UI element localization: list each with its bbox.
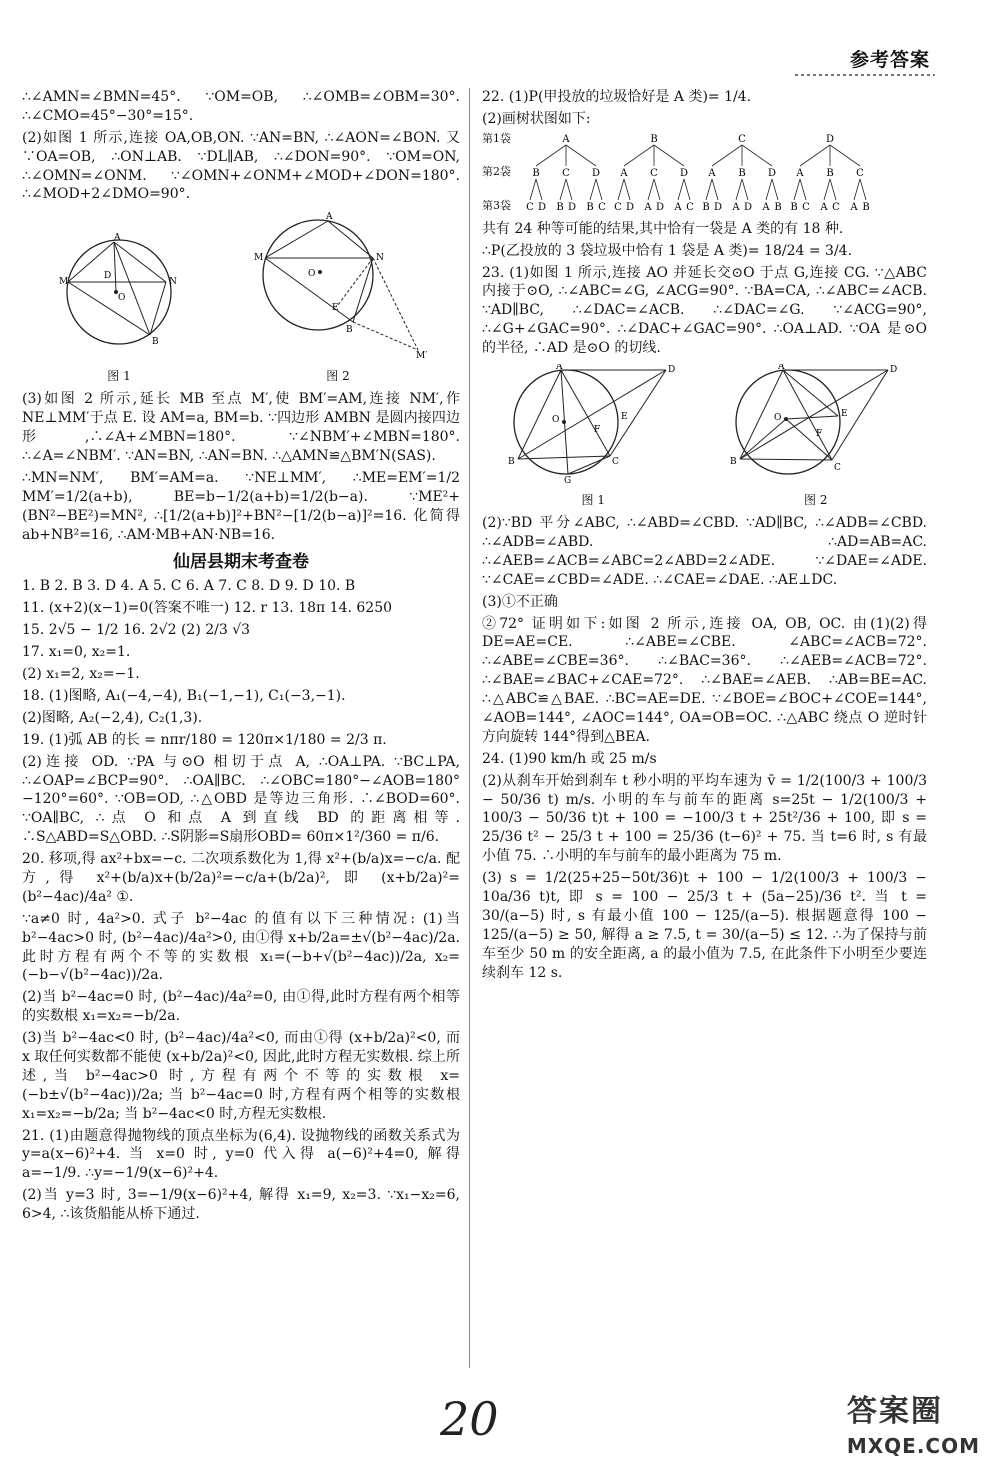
tree-branch xyxy=(618,179,624,200)
tree-level-labels xyxy=(482,132,522,214)
answer-text: ∵a≠0 时, 4a²>0. 式子 b²−4ac 的值有以下三种情况: (1)当 b²−4ac>0 时, (b²−4ac)/4a²>0, 由①得 x+b/2a=±√(b²−4ac)/2a. 此时方程有两个不等的实数根 x₁=(−b+√(b²−4ac))/2a, x₂=(−b−√(b²−4ac))/2a. xyxy=(22,910,460,984)
tree-node-label: C xyxy=(614,201,622,213)
tree-node-label: C xyxy=(650,167,658,179)
answer-key-badge: 参考答案 xyxy=(849,49,930,71)
tree-node-label: C xyxy=(598,201,606,213)
answer-text: 20. 移项,得 ax²+bx=−c. 二次项系数化为 1,得 x²+(b/a)x=−c/a. 配方,得 x²+(b/a)x+(b/2a)²=−c/a+(b/2a)², 即 (x+b/2a)²=(b²−4ac)/4a² ①. xyxy=(22,851,460,905)
tree-node-label: A xyxy=(732,201,740,213)
svg-text:E: E xyxy=(620,412,628,423)
tree-branch xyxy=(624,179,630,200)
tree-branch xyxy=(860,179,866,200)
left-column xyxy=(22,88,460,1227)
tree-branch xyxy=(800,145,830,166)
figure-row xyxy=(482,364,927,508)
answer-text: 23. (1)如图 1 所示,连接 AO 并延长交⊙O 于点 G,连接 CG. ∵△ABC 内接于⊙O, ∴∠ABC=∠G, ∠ACG=90°. ∵BA=CA, ∴∠ABC=∠ACB. ∵AD∥BC, ∴∠DAC=∠ACB. ∴∠DAC=∠G. ∵∠ACG=90°, ∴∠G+∠GAC=90°. ∴∠DAC+∠GAC=90°. ∴OA⊥AD. ∵OA 是⊙O 的半径, ∴AD 是⊙O 的切线. xyxy=(482,264,927,357)
tree-branch xyxy=(684,179,690,200)
svg-text:B: B xyxy=(730,457,737,468)
tree-node-label: A xyxy=(562,133,570,145)
tree-branch xyxy=(648,179,654,200)
figure-caption: 图 1 xyxy=(107,369,131,384)
tree-node-label: A xyxy=(850,201,858,213)
svg-text:D: D xyxy=(667,365,675,376)
tree-node-label: D xyxy=(679,167,689,179)
tree-branch xyxy=(830,145,860,166)
tree-node-label: C xyxy=(832,201,840,213)
answer-text: (2)连接 OD. ∵PA 与⊙O 相切于点 A, ∴OA⊥PA. ∵BC⊥PA, ∴∠OAP=∠BCP=90°. ∴OA∥BC. ∴∠OBC=180°−∠AOB=180°−120°=60°. ∵OB=OD, ∴△OBD 是等边三角形. ∴∠BOD=60°. ∵OA∥BC, ∴点 O 和点 A 到直线 BD 的距离相等. ∴S△ABD=S△OBD. ∴S阴影=S扇形OBD= 60π×1²/360 = π/6. xyxy=(22,753,460,846)
figure-caption: 图 1 xyxy=(581,492,605,507)
svg-text:A: A xyxy=(778,364,785,373)
answer-text: (3) s = 1/2(25+25−50t/36)t + 100 − 1/2(100/3 + 100/3 − 10a/36 t)t, 即 s = 100 − 25/3 t + (5a−25)/36 t². 当 t = 30/(a−5) 时, s 有最小值 100 − 125/(a−5). 根据题意得 100 − 125/(a−5) ≥ 50, 解得 a ≥ 7.5, t = 30/(a−5) ≤ 12. ∴为了保持与前车至少 50 m 的安全距离, a 的最小值为 7.5, 在此条件下小明至少要连续刹车 12 s. xyxy=(482,870,927,981)
svg-text:D: D xyxy=(890,365,898,376)
tree-branch xyxy=(654,179,660,200)
svg-text:O: O xyxy=(774,413,782,424)
figure-1 xyxy=(54,230,184,384)
tree-branch xyxy=(794,179,800,200)
tree-diagram xyxy=(482,132,927,216)
tree-branch xyxy=(530,179,536,200)
tree-branch xyxy=(736,179,742,200)
column-divider xyxy=(469,88,470,1368)
tree-branch xyxy=(624,145,654,166)
svg-text:N: N xyxy=(376,253,384,264)
answer-text: ∴∠AMN=∠BMN=45°. ∵OM=OB, ∴∠OMB=∠OBM=30°. ∴∠CMO=45°−30°=15°. xyxy=(22,89,460,124)
tree-branch xyxy=(800,179,806,200)
fill-answers: 15. 2√5 − 1/2 16. 2√2 (2) 2/3 √3 xyxy=(22,622,251,639)
tree-branch xyxy=(712,145,742,166)
answer-text: (3)如图 2 所示,延长 MB 至点 M′,使 BM′=AM,连接 NM′,作 NE⊥MM′于点 E. 设 AM=a, BM=b. ∵四边形 AMBN 是圆内接四边形,∴∠A+∠MBN=180°. ∵∠NBM′+∠MBN=180°. ∴∠A=∠NBM′. ∵AN=BN, ∴AN=BN. ∴△AMN≌△BM′N(SAS). xyxy=(22,391,460,465)
tree-node-label: B xyxy=(556,201,564,213)
choice-answers: 1. B 2. B 3. D 4. A 5. C 6. A 7. C 8. D 9. D 10. B xyxy=(22,578,356,595)
answer-text: (2)画树状图如下: xyxy=(482,110,591,127)
tree-branch xyxy=(706,179,712,200)
tree-node-label: C xyxy=(686,201,694,213)
tree-node-label: D xyxy=(825,133,835,145)
answer-text: 21. (1)由题意得抛物线的顶点坐标为(6,4). 设抛物线的函数关系式为 y=a(x−6)²+4. 当 x=0 时, y=0 代入得 a(−6)²+4=0, 解得 a=−1/9. ∴y=−1/9(x−6)²+4. xyxy=(22,1127,460,1182)
watermark xyxy=(847,1392,980,1460)
svg-text:E: E xyxy=(332,303,339,314)
tree-node-label: A xyxy=(708,167,716,179)
tree-branch xyxy=(824,179,830,200)
figure-1 xyxy=(506,364,681,508)
tree-branch xyxy=(596,179,602,200)
tree-node-label: D xyxy=(655,201,665,213)
tree-node-label: C xyxy=(738,133,746,145)
svg-text:M: M xyxy=(59,277,69,288)
header-rule xyxy=(795,74,935,76)
svg-text:A: A xyxy=(326,212,333,223)
tree-node-label: B xyxy=(532,167,540,179)
figure-2 xyxy=(248,210,428,384)
answer-text: 22. (1)P(甲投放的垃圾恰好是 A 类)= 1/4. xyxy=(482,89,752,105)
tree-branch xyxy=(536,145,566,166)
circle-diagram-2 xyxy=(248,210,428,360)
answer-text: 17. x₁=0, x₂=1. xyxy=(22,644,131,661)
figure-caption: 图 2 xyxy=(326,369,350,384)
tree-node-label: D xyxy=(743,201,753,213)
tree-branch xyxy=(712,179,718,200)
tree-node-label: D xyxy=(537,201,547,213)
tree-node-label: D xyxy=(713,201,723,213)
tree-branch xyxy=(772,179,778,200)
tree-node-label: D xyxy=(625,201,635,213)
tree-branch xyxy=(566,179,572,200)
figure-row xyxy=(22,210,460,384)
svg-text:N: N xyxy=(169,277,177,288)
answer-text: 18. (1)图略, A₁(−4,−4), B₁(−1,−1), C₁(−3,−1). xyxy=(22,687,346,704)
svg-text:O: O xyxy=(118,293,126,304)
fill-answers: 11. (x+2)(x−1)=0(答案不唯一) 12. r 13. 18π 14. 6250 xyxy=(22,600,393,617)
circle-diagram-1 xyxy=(54,230,184,360)
svg-text:B: B xyxy=(152,337,159,348)
tree-node-label: A xyxy=(796,167,804,179)
figure-2 xyxy=(728,364,903,508)
tree-node-label: D xyxy=(567,201,577,213)
svg-text:B: B xyxy=(346,325,353,336)
tree-branch xyxy=(742,145,772,166)
figure-caption: 图 2 xyxy=(804,492,828,507)
tree-label: 第3袋 xyxy=(482,198,511,212)
tree-branch xyxy=(654,145,684,166)
tree-node-label: A xyxy=(762,201,770,213)
circle-diagram-4 xyxy=(728,364,903,484)
answer-text: (2)∵BD 平分∠ABC, ∴∠ABD=∠CBD. ∵AD∥BC, ∴∠ADB=∠CBD. ∴∠ADB=∠ABD. ∴AD=AB=AC. ∴∠AEB=∠ACB=∠ABC=2∠ABD=2∠ADE. ∵∠DAE=∠ADE. ∵∠CAE=∠CBD=∠ADE. ∴∠CAE=∠DAE. ∴AE⊥DC. xyxy=(482,515,927,588)
tree-node-label: C xyxy=(802,201,810,213)
tree-node-label: D xyxy=(591,167,601,179)
svg-text:F: F xyxy=(816,429,823,440)
tree-node-label: B xyxy=(738,167,746,179)
tree-node-label: A xyxy=(644,201,652,213)
answer-text: (3)①不正确 xyxy=(482,593,558,610)
tree-node-label: B xyxy=(790,201,798,213)
answer-text: (2)当 y=3 时, 3=−1/9(x−6)²+4, 解得 x₁=9, x₂=3. ∵x₁−x₂=6, 6>4, ∴该货船能从桥下通过. xyxy=(22,1187,460,1223)
section-title: 仙居县期末考查卷 xyxy=(173,551,309,572)
page-number: 20 xyxy=(440,1392,499,1446)
watermark-logo: 答案圈 xyxy=(846,1394,943,1429)
tree-node-label: C xyxy=(526,201,534,213)
answer-text: ②72° 证明如下:如图 2 所示,连接 OA, OB, OC. 由(1)(2)得 DE=AE=CE. ∴∠ABE=∠CBE. ∠ABC=∠ACB=72°. ∴∠ABE=∠CBE=36°. ∴∠BAC=36°. ∴∠AEB=∠ACB=72°. ∴∠BAE=∠BAC+∠CAE=72°. ∴∠BAE=∠AEB. ∴AB=BE=AC. ∴△ABC≌△BAE. ∴BC=AE=DE. ∵∠BOE=∠BOC+∠COE=144°, ∠AOB=144°, ∠AOC=144°, OA=OB=OC. ∴△ABC 绕点 O 逆时针方向旋转 144°得到△BEA. xyxy=(482,615,927,745)
tree-node-label: B xyxy=(650,133,658,145)
tree-branch xyxy=(854,179,860,200)
tree-branch xyxy=(566,145,596,166)
tree-node-label: A xyxy=(620,167,628,179)
tree-node-label: B xyxy=(774,201,782,213)
answer-text: ∴MN=NM′, BM′=AM=a. ∵NE⊥MM′, ∴ME=EM′=1/2 MM′=1/2(a+b), BE=b−1/2(a+b)=1/2(b−a). ∵ME²+(BN²−BE²)=MN², ∴[1/2(a+b)]²+BN²−[1/2(b−a)]²=16. 化简得 ab+NB²=16, ∴AM·MB+AN·NB=16. xyxy=(22,469,460,543)
answer-text: 19. (1)弧 AB 的长 = nπr/180 = 120π×1/180 = 2/3 π. xyxy=(22,731,387,748)
svg-text:C: C xyxy=(834,463,842,474)
tree-node-label: B xyxy=(702,201,710,213)
watermark-url: MXQE.COM xyxy=(846,1433,980,1458)
tree-node-label: C xyxy=(856,167,864,179)
answer-text: (3)当 b²−4ac<0 时, (b²−4ac)/4a²<0, 而由①得 (x+b/2a)²<0, 而 x 取任何实数都不能使 (x+b/2a)²<0, 因此,此时方程无实数根. 综上所述,当 b²−4ac>0 时,方程有两个不等的实数根 x=(−b±√(b²−4ac))/2a; 当 b²−4ac=0 时,方程有两个相等的实数根 x₁=x₂=−b/2a; 当 b²−4ac<0 时,方程无实数根. xyxy=(22,1030,460,1122)
tree-node-label: D xyxy=(767,167,777,179)
tree-label: 第2袋 xyxy=(482,165,511,179)
answer-text: ∴P(乙投放的 3 袋垃圾中恰有 1 袋是 A 类)= 18/24 = 3/4. xyxy=(482,242,853,259)
svg-text:A: A xyxy=(555,364,563,373)
answer-text: (2)当 b²−4ac=0 时, (b²−4ac)/4a²=0, 由①得,此时方程有两个相等的实数根 x₁=x₂=−b/2a. xyxy=(22,989,460,1025)
svg-text:A: A xyxy=(114,233,121,244)
svg-text:M′: M′ xyxy=(416,351,428,361)
svg-text:O: O xyxy=(308,269,316,280)
tree-branch xyxy=(536,179,542,200)
answer-text: 24. (1)90 km/h 或 25 m/s xyxy=(482,750,657,767)
tree-branch xyxy=(830,179,836,200)
svg-text:E: E xyxy=(841,409,848,420)
svg-text:C: C xyxy=(611,457,619,468)
answer-text: (2)从刹车开始到刹车 t 秒小明的平均车速为 v̄ = 1/2(100/3 + 100/3 − 50/36 t) m/s. 小明的车与前车的距离 s=25t − 1/2(100/3 + 100/3 − 50/36 t)t + 100 = −100/3 t + 25t²/36 + 100, 即 s = 25/36 t² − 25/3 t + 100 = 25/36 (t−6)² + 75. 当 t=6 时, s 有最小值 75. ∴小明的车与前车的最小距离为 75 m. xyxy=(482,772,927,865)
svg-text:F: F xyxy=(593,425,600,436)
tree-node-label: B xyxy=(826,167,834,179)
circle-diagram-3 xyxy=(506,364,681,484)
tree-branch xyxy=(560,179,566,200)
tree-node-label: A xyxy=(674,201,682,213)
right-column xyxy=(482,88,927,985)
tree-label: 第1袋 xyxy=(482,131,511,145)
answer-text: (2)如图 1 所示,连接 OA,OB,ON. ∵AN=BN, ∴∠AON=∠BON. 又∵OA=OB, ∴ON⊥AB. ∵DL∥AB, ∴∠DON=90°. ∵OM=ON, ∴∠OMN=∠ONM. ∵∠OMN+∠ONM+∠MOD+∠DON=180°. ∴∠MOD+2∠DMO=90°. xyxy=(22,129,460,203)
svg-text:B: B xyxy=(507,457,515,468)
svg-text:G: G xyxy=(563,476,571,485)
svg-text:M: M xyxy=(254,253,264,264)
tree-diagram-svg xyxy=(522,132,882,216)
tree-branch xyxy=(678,179,684,200)
tree-branch xyxy=(590,179,596,200)
tree-node-label: B xyxy=(586,201,594,213)
answer-text: 共有 24 种等可能的结果,其中恰有一袋是 A 类的有 18 种. xyxy=(482,220,844,237)
tree-node-label: A xyxy=(820,201,828,213)
answer-text: (2) x₁=2, x₂=−1. xyxy=(22,666,140,683)
tree-node-label: C xyxy=(562,167,570,179)
answer-text: (2)图略, A₂(−2,4), C₂(1,3). xyxy=(22,709,203,726)
svg-text:D: D xyxy=(104,271,112,282)
svg-text:O: O xyxy=(551,415,560,426)
tree-branch xyxy=(766,179,772,200)
tree-branch xyxy=(742,179,748,200)
tree-node-label: B xyxy=(862,201,870,213)
